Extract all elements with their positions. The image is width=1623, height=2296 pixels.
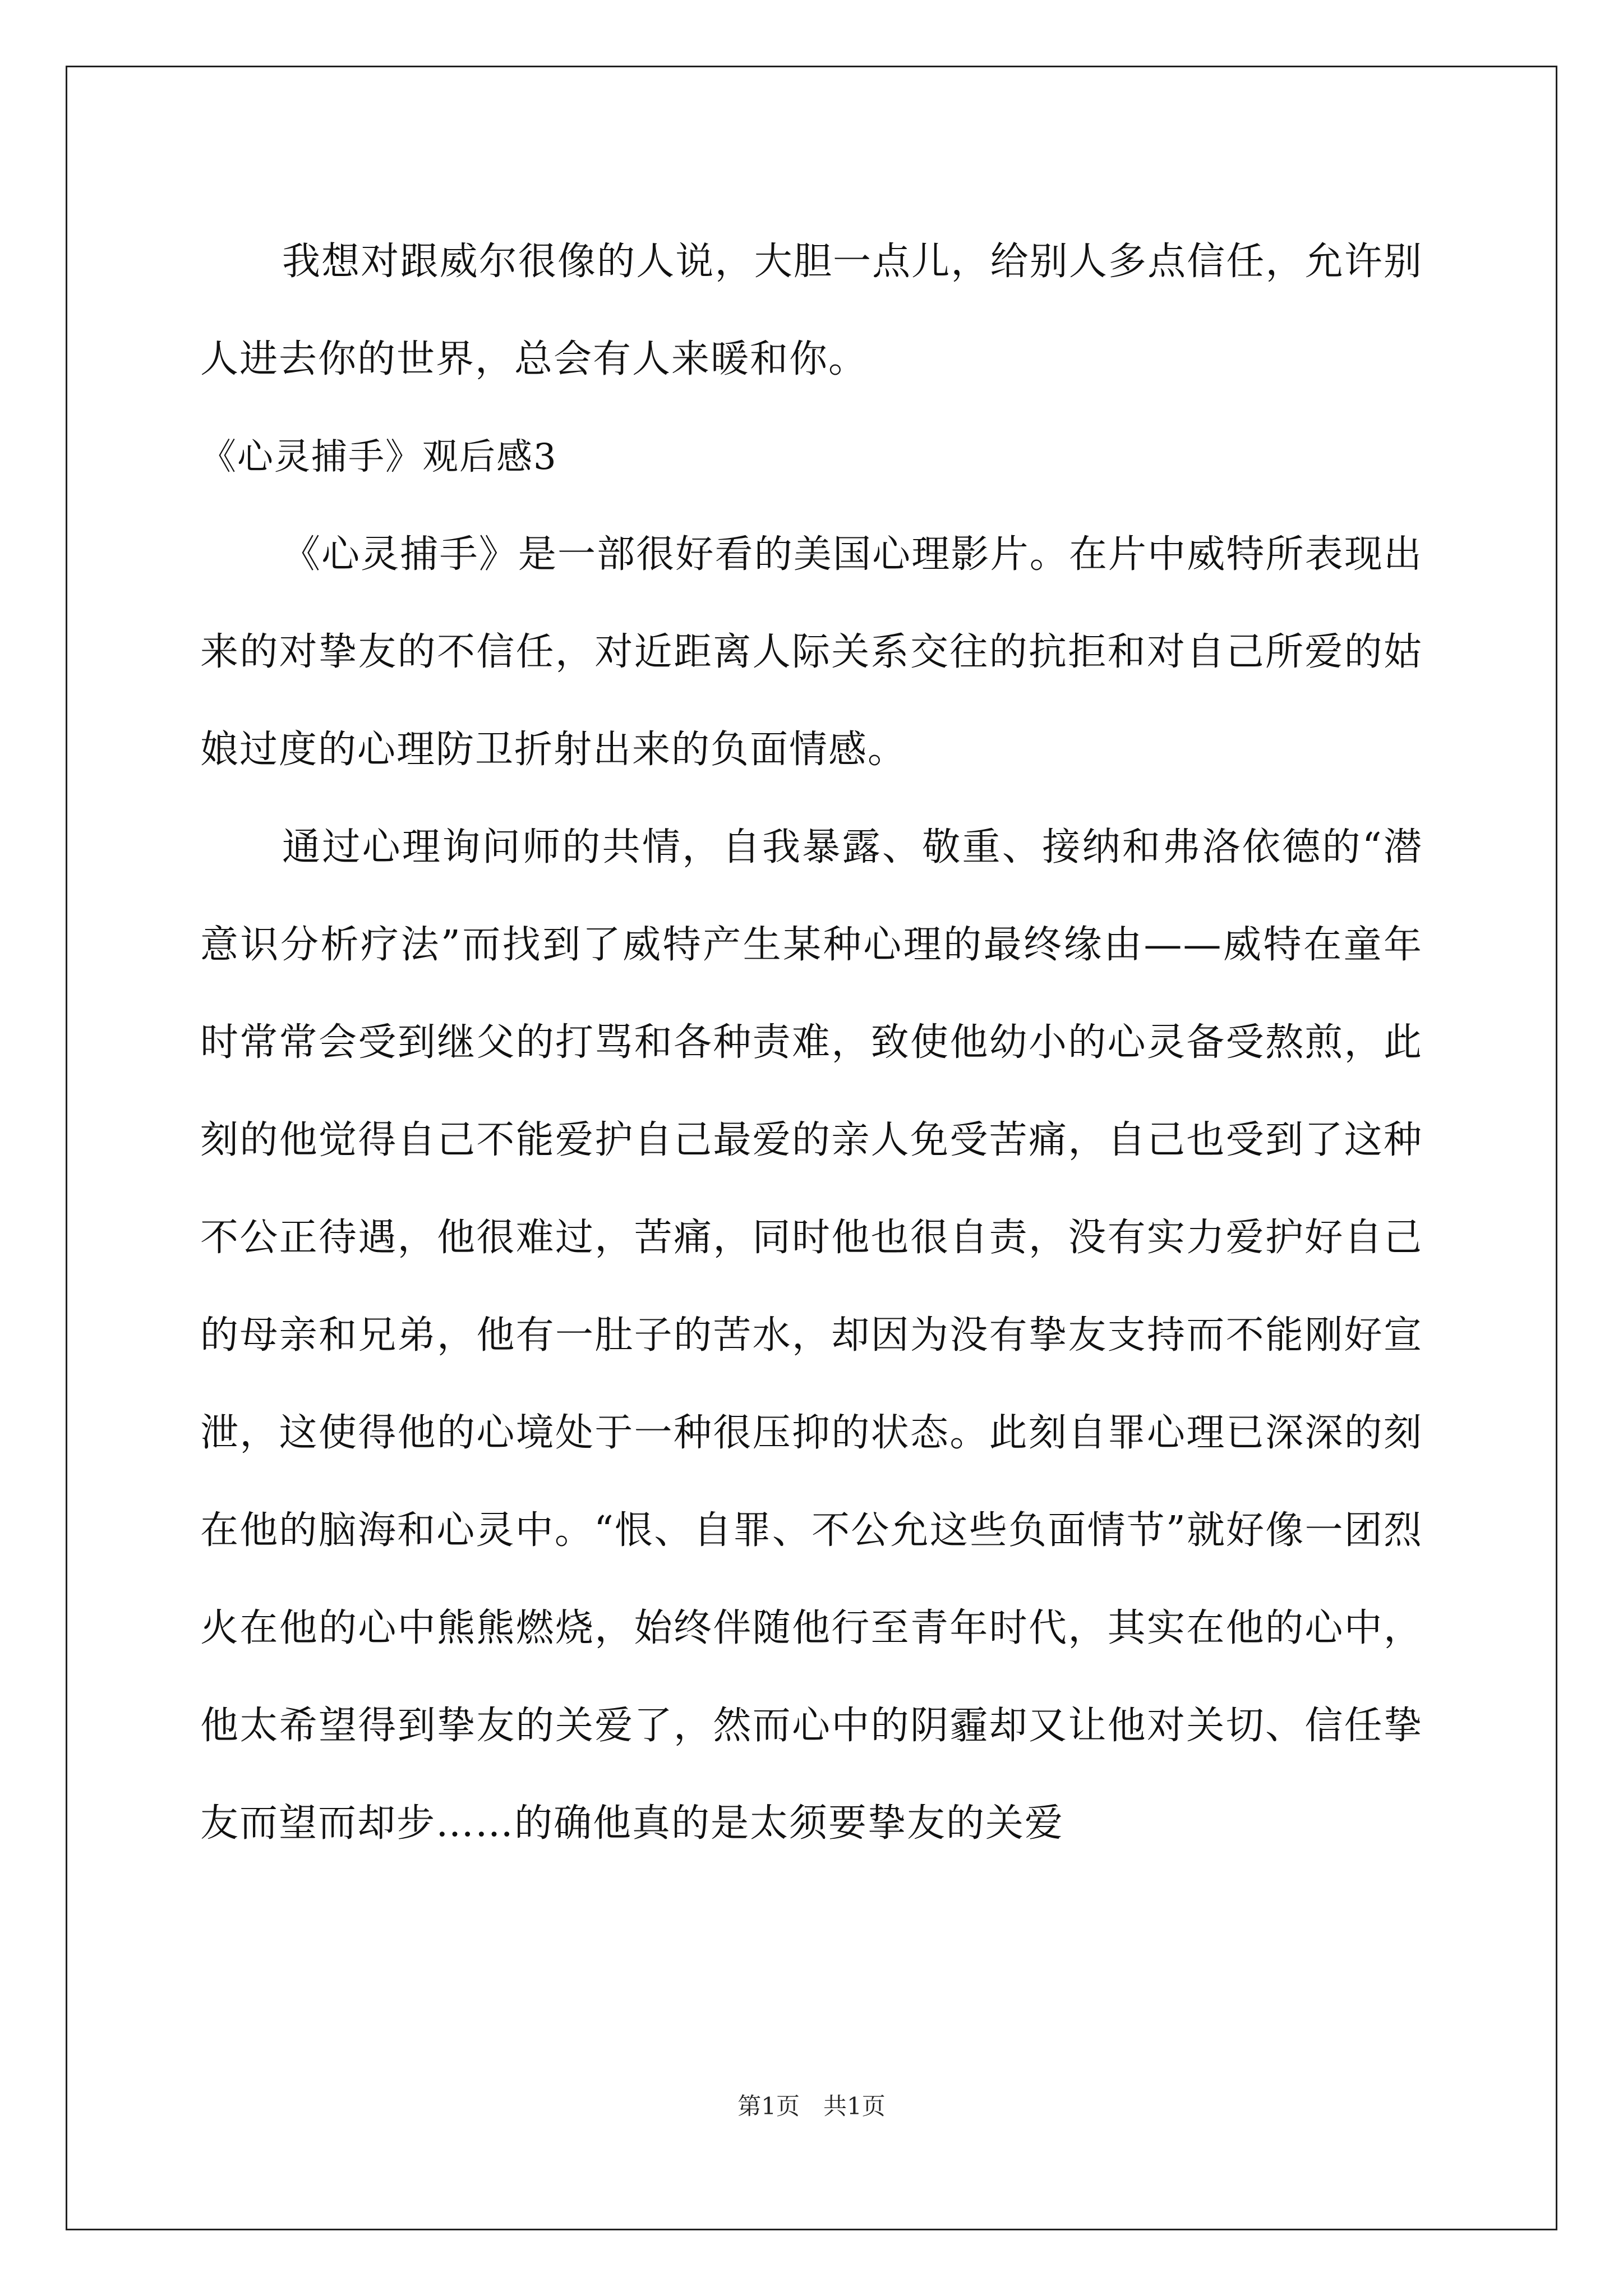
section-heading: 《心灵捕手》观后感3 bbox=[200, 436, 557, 478]
page-footer: 第1页 共1页 bbox=[737, 2092, 886, 2120]
paragraph: 通过心理询问师的共情，自我暴露、敬重、接纳和弗洛依德的“潜意识分析疗法”而找到了威特产生某种心理的最终缘由——威特在童年时常常会受到继父的打骂和各种责难，致使他幼小的心灵备受熬煎，此刻的他觉得自己不能爱护自己最爱的亲人免受苦痛，自己也受到了这种不公正待遇，他很难过，苦痛，同时他也很自责，没有实力爱护好自己的母亲和兄弟，他有一肚子的苦水，却因为没有挚友支持而不能刚好宣泄，这使得他的心境处于一种很压抑的状态。此刻自罪心理已深深的刻在他的脑海和心灵中。“恨、自罪、不公允这些负面情节”就好像一团烈火在他的心中熊熊燃烧，始终伴随他行至青年时代，其实在他的心中，他太希望得到挚友的关爱了，然而心中的阴霾却又让他对关切、信任挚友而望而却步……的确他真的是太须要挚友的关爱 bbox=[200, 825, 1423, 1846]
paragraph: 《心灵捕手》是一部很好看的美国心理影片。在片中威特所表现出来的对挚友的不信任，对近距离人际关系交往的抗拒和对自己所爱的姑娘过度的心理防卫折射出来的负面情感。 bbox=[200, 532, 1423, 772]
document-body bbox=[200, 213, 1423, 1872]
paragraph: 我想对跟威尔很像的人说，大胆一点儿，给别人多点信任，允许别人进去你的世界，总会有人来暖和你。 bbox=[200, 240, 1423, 381]
